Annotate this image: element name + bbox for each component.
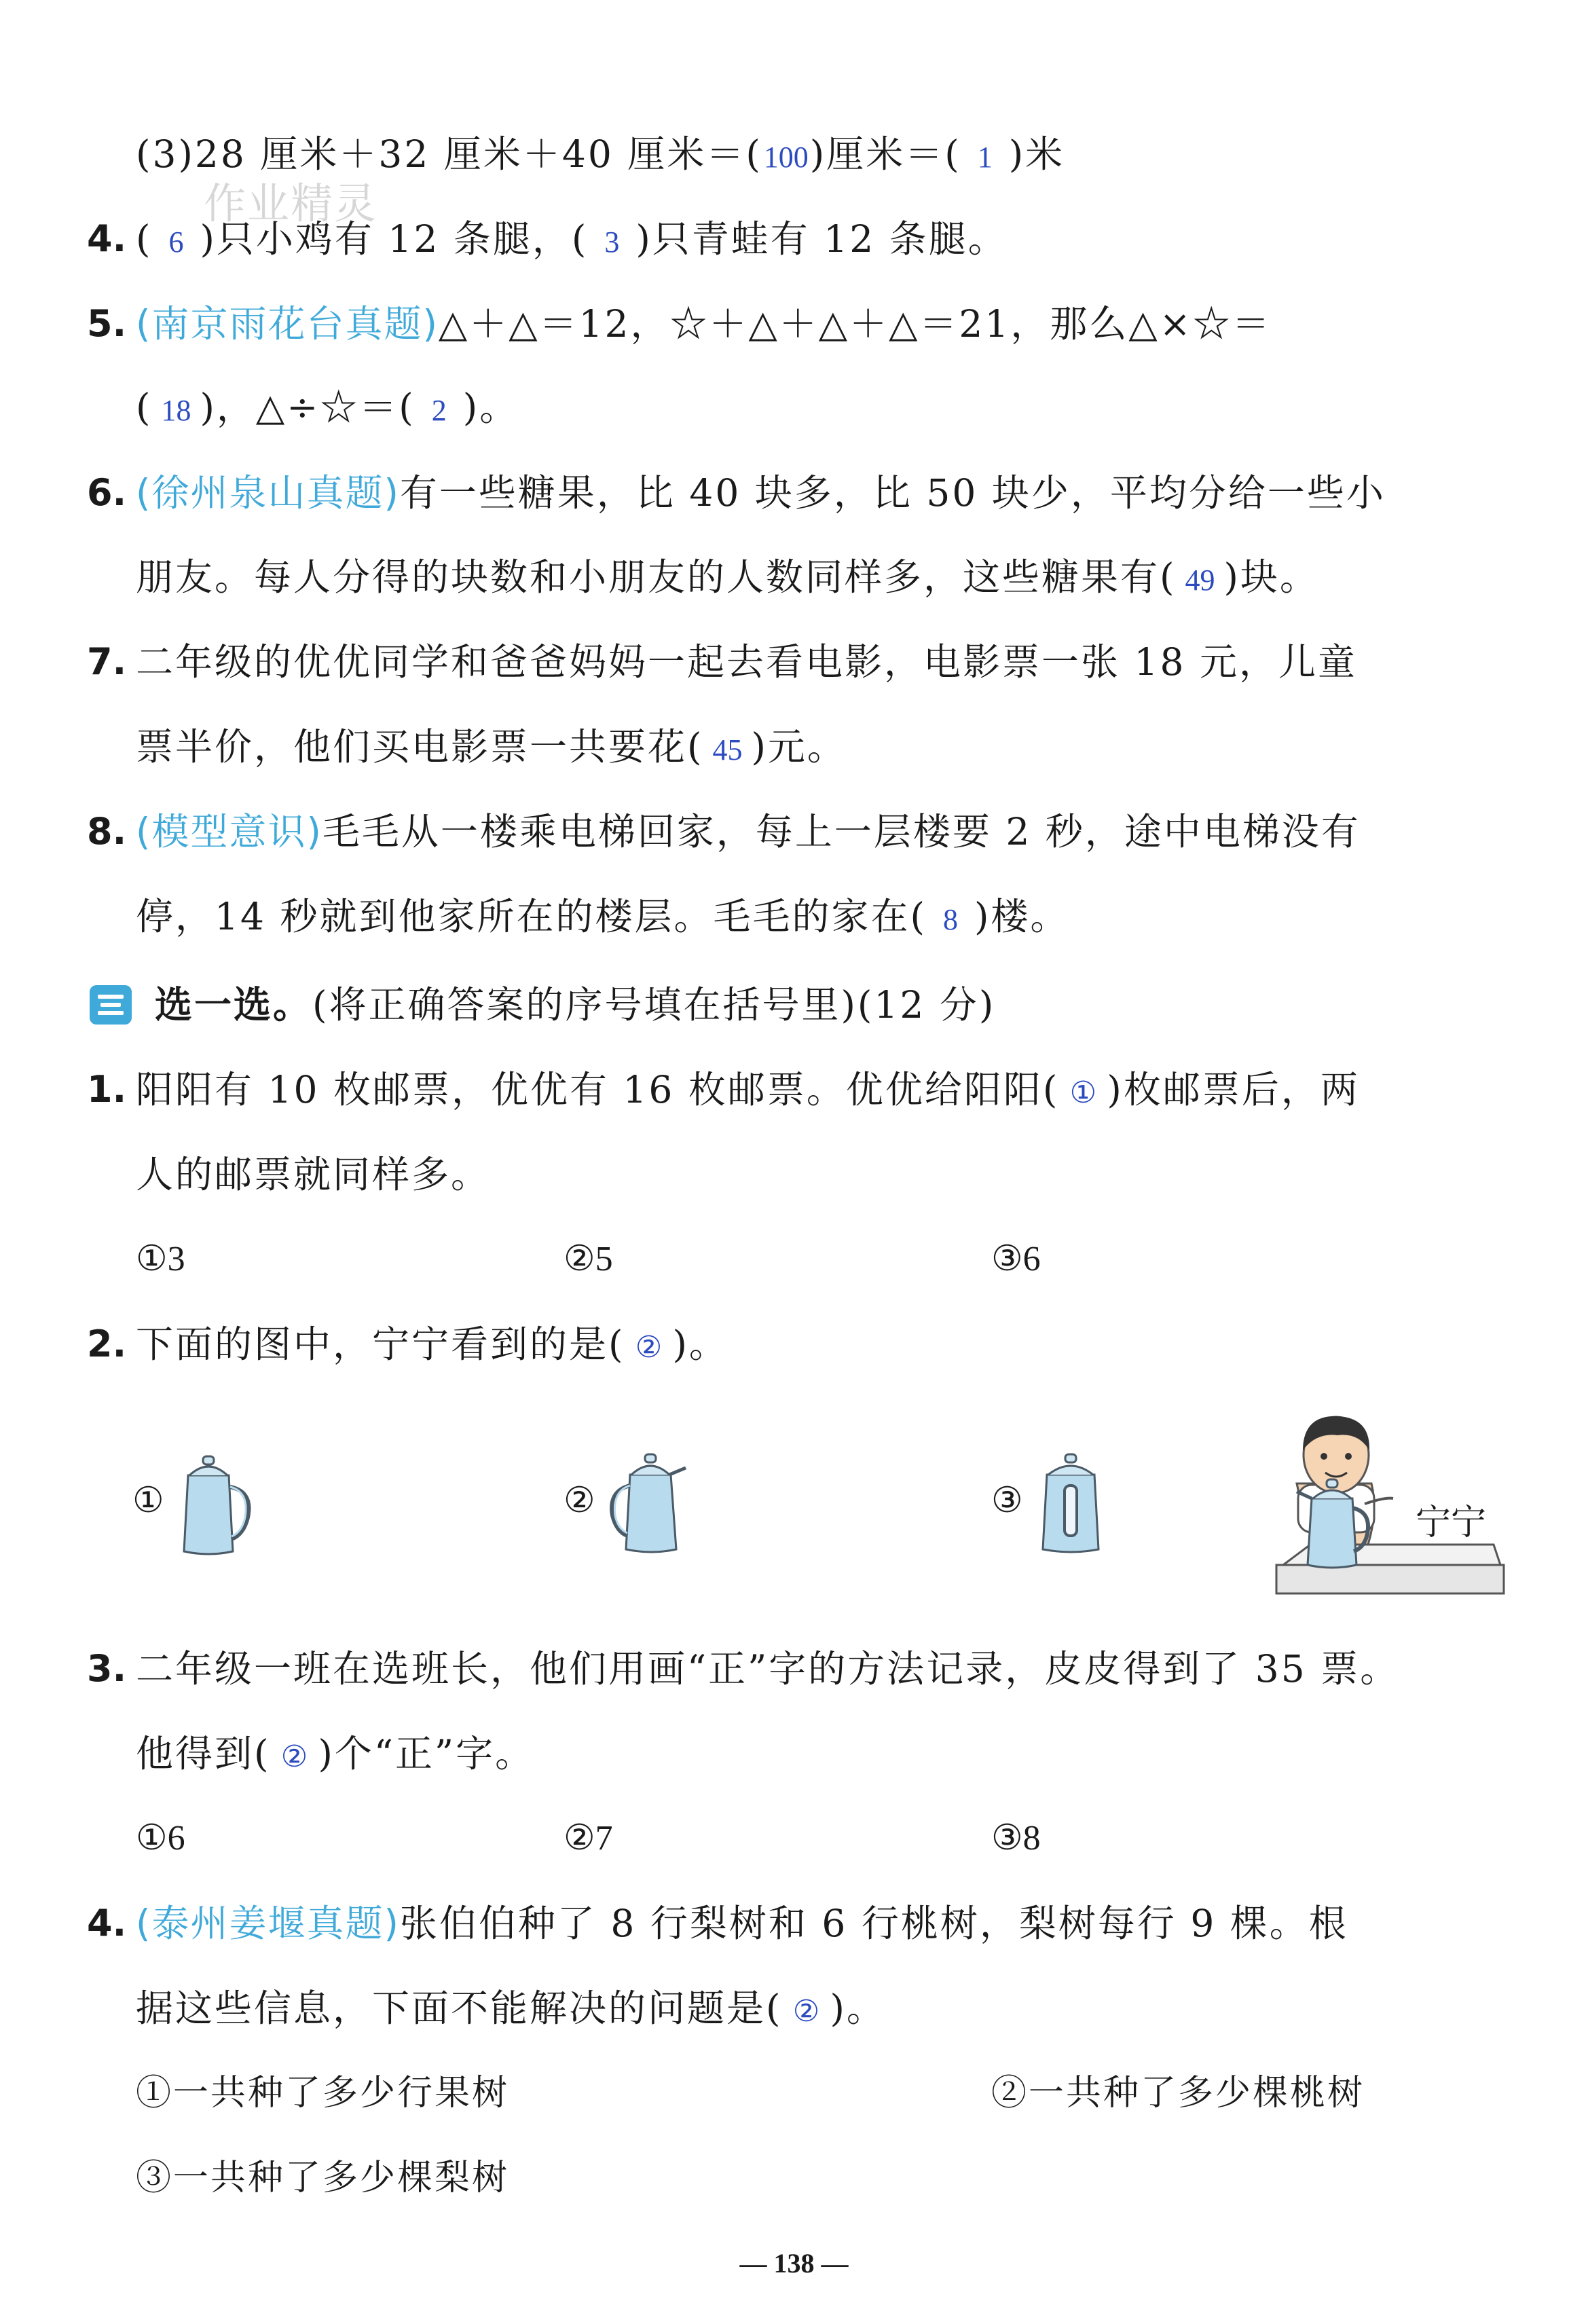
kettle-view-1-icon (173, 1450, 261, 1558)
question-number: 1. (87, 1068, 127, 1111)
kettle-view-2-icon (604, 1446, 693, 1558)
source-tag: (泰州姜堰真题) (136, 1902, 400, 1945)
question-number: 4. (87, 217, 127, 260)
s3-question-1-cont: 人的邮票就同样多。 (136, 1153, 491, 1196)
answer-blank[interactable]: 100 (763, 141, 809, 174)
answer-blank[interactable]: 2 (431, 394, 447, 427)
answer-blank[interactable]: 49 (1185, 564, 1215, 597)
answer-blank[interactable]: ② (635, 1331, 663, 1364)
answer-blank[interactable]: 1 (977, 141, 993, 174)
s3-question-4-cont: 据这些信息，下面不能解决的问题是( ② )。 (136, 1981, 1486, 2035)
answer-blank[interactable]: 6 (168, 225, 184, 259)
answer-blank[interactable]: 18 (161, 394, 191, 427)
s3q4-options-row1 (136, 2066, 1426, 2120)
option-2[interactable]: ②一共种了多少棵桃树 (991, 2073, 1365, 2114)
option-1[interactable]: ①6 (136, 1819, 185, 1858)
s3-question-3-cont: 他得到( ② )个“正”字。 (136, 1727, 1486, 1781)
option-2[interactable]: ②7 (564, 1819, 613, 1858)
option-1[interactable]: ① (132, 1481, 164, 1520)
answer-blank[interactable]: ② (280, 1740, 308, 1773)
option-3[interactable]: ③8 (991, 1819, 1041, 1858)
question-number: 6. (87, 471, 127, 514)
question-8: 8. (模型意识)毛毛从一楼乘电梯回家，每上一层楼要 2 秒，途中电梯没有 (136, 805, 1486, 859)
question-number: 4. (87, 1902, 127, 1944)
option-3[interactable]: ③ (991, 1481, 1023, 1520)
question-number: 5. (87, 302, 127, 345)
option-2[interactable]: ②5 (564, 1240, 613, 1278)
question-6-cont: 朋友。每人分得的块数和小朋友的人数同样多，这些糖果有( 49 )块。 (136, 550, 1486, 604)
question-6: 6. (徐州泉山真题)有一些糖果，比 40 块多，比 50 块少，平均分给一些小 (136, 466, 1486, 520)
option-3[interactable]: ③一共种了多少棵梨树 (136, 2158, 510, 2198)
question-number: 3. (87, 1647, 127, 1690)
watermark: 作业精灵 (204, 179, 378, 228)
option-1[interactable]: ①3 (136, 1240, 185, 1278)
answer-blank[interactable]: ① (1069, 1076, 1097, 1109)
option-1[interactable]: ①一共种了多少行果树 (136, 2073, 510, 2114)
answer-blank[interactable]: 3 (604, 225, 620, 259)
s3-question-1: 1. 阳阳有 10 枚邮票，优优有 16 枚邮票。优优给阳阳( ① )枚邮票后，两 (136, 1063, 1486, 1117)
person-label: 宁宁 (1416, 1502, 1487, 1543)
question-7-cont: 票半价，他们买电影票一共要花( 45 )元。 (136, 720, 1486, 774)
kettle-view-3-icon (1032, 1446, 1113, 1558)
option-2[interactable]: ② (564, 1481, 595, 1520)
answer-blank[interactable]: 45 (712, 733, 743, 767)
page-number: — 138 — (739, 2248, 849, 2279)
s3q4-options-row2 (136, 2151, 1426, 2205)
source-tag: (南京雨花台真题) (136, 302, 439, 346)
answer-blank[interactable]: ② (792, 1995, 820, 2028)
s3-question-2: 2. 下面的图中，宁宁看到的是( ② )。 (136, 1317, 1486, 1371)
section-3-badge-icon (90, 985, 132, 1025)
section-title: 选一选。 (155, 983, 313, 1027)
section-note: (将正确答案的序号填在括号里)(12 分) (312, 983, 996, 1027)
s3-question-4: 4. (泰州姜堰真题)张伯伯种了 8 行梨树和 6 行桃树，梨树每行 9 棵。根 (136, 1896, 1486, 1951)
section-3-header (0, 978, 1588, 1032)
question-number: 7. (87, 640, 127, 683)
question-number: 8. (87, 810, 127, 853)
s3q3-options (136, 1811, 1426, 1866)
source-tag: (徐州泉山真题) (136, 471, 400, 515)
question-8-cont: 停，14 秒就到他家所在的楼层。毛毛的家在( 8 )楼。 (136, 889, 1486, 944)
source-tag: (模型意识) (136, 810, 322, 853)
question-5-cont: ( 18 )，△÷☆＝( 2 )。 (136, 380, 1486, 435)
option-3[interactable]: ③6 (991, 1240, 1041, 1278)
question-4: 4. ( 6 )只小鸡有 12 条腿，( 3 )只青蛙有 12 条腿。 (136, 212, 1486, 266)
question-7: 7. 二年级的优优同学和爸爸妈妈一起去看电影，电影票一张 18 元，儿童 (136, 635, 1486, 689)
s3-question-3: 3. 二年级一班在选班长，他们用画“正”字的方法记录，皮皮得到了 35 票。 (136, 1642, 1486, 1696)
answer-blank[interactable]: 8 (942, 903, 958, 936)
q3-part3-line: (3)28 厘米＋32 厘米＋40 厘米＝(100)厘米＝( 1 )米 (136, 127, 1486, 181)
question-5: 5. (南京雨花台真题)△＋△＝12，☆＋△＋△＋△＝21，那么△×☆＝ (136, 297, 1486, 351)
question-number: 2. (87, 1323, 127, 1365)
s3q1-options (136, 1232, 1426, 1287)
